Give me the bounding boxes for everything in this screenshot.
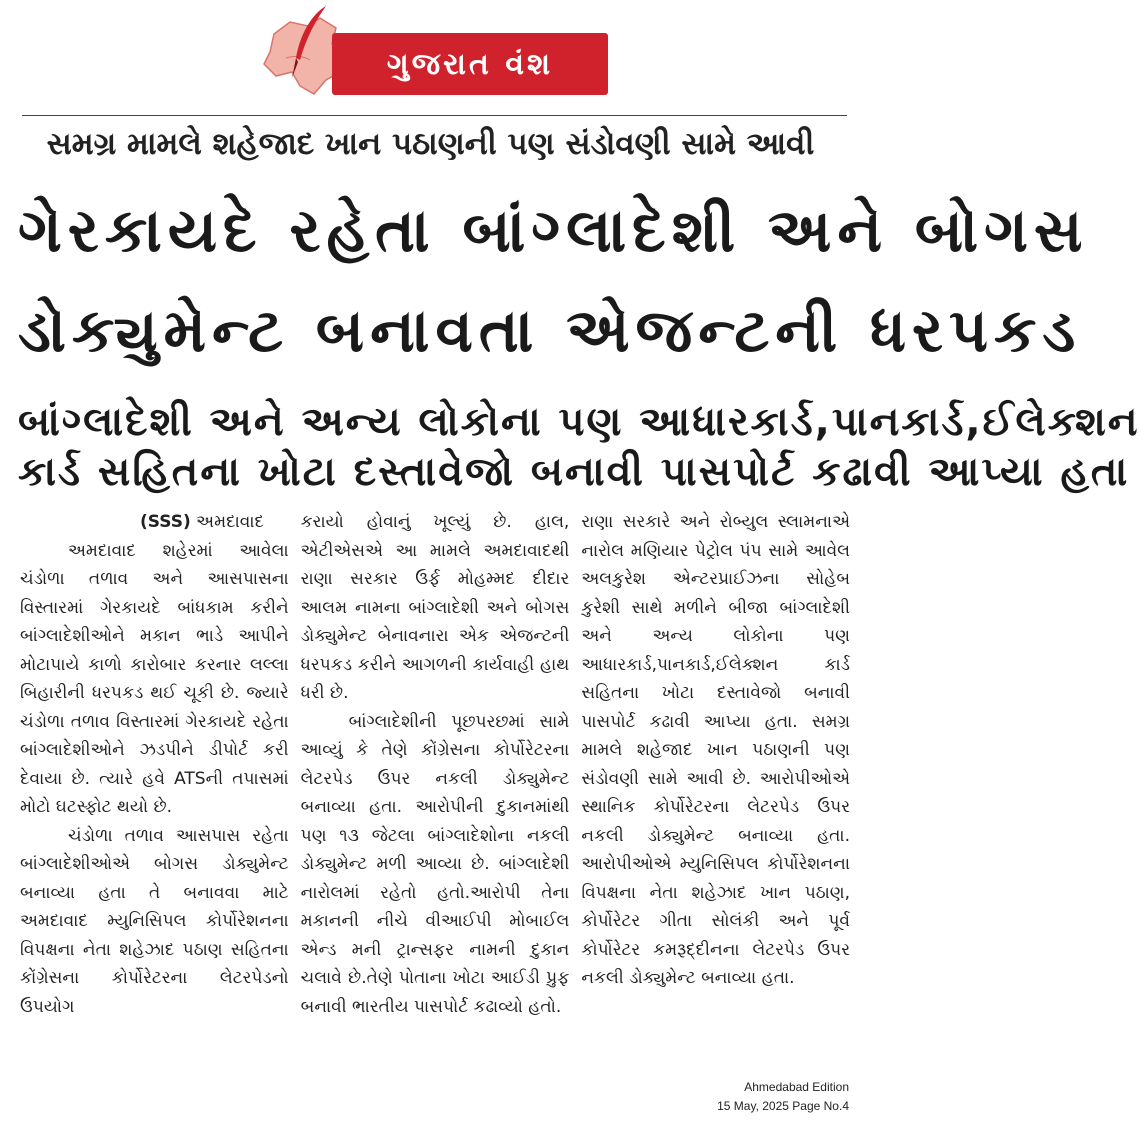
logo-text: ગુજરાત વંશ	[386, 46, 554, 82]
masthead	[0, 0, 861, 112]
logo[interactable]	[332, 33, 608, 95]
dateline	[20, 508, 289, 537]
article-body	[20, 508, 850, 1078]
masthead-divider	[22, 115, 847, 116]
dateline-source: (SSS)	[140, 512, 191, 532]
dateline-city: અમદાવાદ	[196, 512, 265, 532]
paragraph: કરાયો હોવાનું ખૂલ્યું છે. હાલ, એટીએસએ આ મામલે અમદાવાદથી રાણા સરકાર ઉર્ફ મોહમ્મદ દીદાર આલમ નામના બાંગ્લાદેશી અને બોગસ ડોક્યુમેન્ટ બેનાવનારા એક એજન્ટની ધરપકડ કરીને આગળની કાર્યવાહી હાથ ધરી છે.	[300, 512, 570, 703]
paragraph: ચંડોળા તળાવ આસપાસ રહેતા બાંગ્લાદેશીઓએ બોગસ ડોક્યુમેન્ટ બનાવ્યા હતા તે બનાવવા માટે અમદાવાદ મ્યુનિસિપલ કોર્પોરેશનના વિપક્ષના નેતા શહેઝાદ પઠાણ સહિતના કોંગ્રેસના કોર્પોરેટરના લેટરપેડનો ઉપયોગ	[20, 825, 289, 1017]
column-2	[301, 508, 570, 1078]
kicker: સમગ્ર મામલે શહેજાદ ખાન પઠાણની પણ સંડોવણી સામે આવી	[46, 126, 815, 162]
headline-line-1: ગેરકાયદે રહેતા બાંગ્લાદેશી અને બોગસ	[18, 196, 1089, 266]
quill-pen-icon	[286, 4, 332, 82]
paragraph: અમદાવાદ શહેરમાં આવેલા ચંડોળા તળાવ અને આસપાસના વિસ્તારમાં ગેરકાયદે બાંધકામ કરીને બાંગ્લાદેશીઓને મકાન ભાડે આપીને મોટાપાયે કાળો કારોબાર કરનાર લલ્લા બિહારીની ધરપકડ થઈ ચૂકી છે. જ્યારે ચંડોળા તળાવ વિસ્તારમાં ગેરકાયદે રહેતા બાંગ્લાદેશીઓને ઝડપીને ડીપોર્ટ કરી દેવાયા છે. ત્યારે હવે ATSની તપાસમાં મોટો ઘટસ્ફોટ થયો છે.	[20, 540, 289, 817]
subhead-line-2: કાર્ડ સહિતના ખોટા દસ્તાવેજો બનાવી પાસપોર્ટ કઢાવી આપ્યા હતા	[18, 449, 1130, 495]
edition-info	[717, 1078, 849, 1116]
edition-date-page: 15 May, 2025 Page No.4	[717, 1099, 849, 1113]
headline-line-2: ડોક્યુમેન્ટ બનાવતા એજન્ટની ધરપકડ	[18, 296, 1082, 366]
subhead-line-1: બાંગ્લાદેશી અને અન્ય લોકોના પણ આધારકાર્ડ,પાનકાર્ડ,ઈલેક્શન	[18, 399, 1140, 445]
column-3	[581, 508, 850, 1078]
column-1	[20, 508, 289, 1078]
paragraph: બાંગ્લાદેશીની પૂછપરછમાં સામે આવ્યું કે તેણે કોંગ્રેસના કોર્પોરેટરના લેટરપેડ ઉપર નકલી ડોક્યુમેન્ટ બનાવ્યા હતા. આરોપીની દુકાનમાંથી પણ ૧૩ જેટલા બાંગ્લાદેશોના નકલી ડોક્યુમેન્ટ મળી આવ્યા છે. બાંગ્લાદેશી નારોલમાં રહેતો હતો.આરોપી તેના મકાનની નીચે વીઆઈપી મોબાઈલ એન્ડ મની ટ્રાન્સફર નામની દુકાન ચલાવે છે.તેણે પોતાના ખોટા આઈડી પ્રુફ બનાવી ભારતીય પાસપોર્ટ કઢાવ્યો હતો.	[300, 711, 570, 1017]
edition-name: Ahmedabad Edition	[744, 1080, 849, 1094]
paragraph: રાણા સરકારે અને રોબ્યુલ સ્લામનાએ નારોલ મણિયાર પેટ્રોલ પંપ સામે આવેલ અલકુરેશ એન્ટરપ્રાઈઝના સોહેબ કુરેશી સાથે મળીને બીજા બાંગ્લાદેશી અને અન્ય લોકોના પણ આધારકાર્ડ,પાનકાર્ડ,ઈલેક્શન કાર્ડ સહિતના ખોટા દસ્તાવેજો બનાવી પાસપોર્ટ કઢાવી આપ્યા હતા. સમગ્ર મામલે શહેજાદ ખાન પઠાણની પણ સંડોવણી સામે આવી છે. આરોપીઓએ સ્થાનિક કોર્પોરેટરના લેટરપેડ ઉપર નકલી ડોક્યુમેન્ટ બનાવ્યા હતા. આરોપીઓએ મ્યુનિસિપલ કોર્પોરેશનના વિપક્ષના નેતા શહેઝાદ ખાન પઠાણ, કોર્પોરેટર ગીતા સોલંકી અને પૂર્વ કોર્પોરેટર કમરૂદ્દીનના લેટરપેડ ઉપર નકલી ડોક્યુમેન્ટ બનાવ્યા હતા.	[581, 512, 851, 988]
